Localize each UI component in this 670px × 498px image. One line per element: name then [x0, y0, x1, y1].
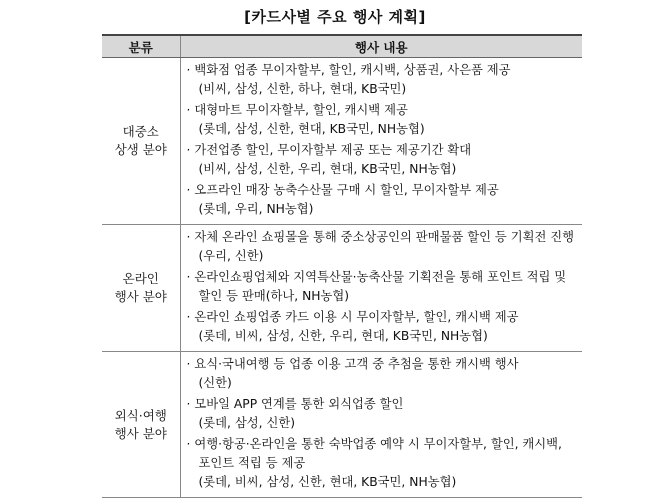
category-cell [102, 58, 180, 225]
content-cell [180, 58, 582, 225]
category-label: 행사 분야 [114, 425, 167, 441]
list-item [187, 181, 577, 219]
item-text: · 모바일 APP 연계를 통한 외식업종 할인 [187, 395, 577, 414]
item-text: · 오프라인 매장 농축수산물 구매 시 할인, 무이자할부 제공 [187, 181, 577, 200]
item-text: · 자체 온라인 쇼핑몰을 통해 중소상공인의 판매물품 할인 등 기획전 진행 [187, 228, 577, 247]
item-text: · 대형마트 무이자할부, 할인, 캐시백 제공 [187, 101, 577, 120]
table-header-row [102, 35, 582, 58]
category-label: 외식·여행 [114, 407, 167, 423]
content-cell [180, 352, 582, 498]
content-cell [180, 225, 582, 352]
list-item [187, 228, 577, 266]
list-item [187, 268, 577, 306]
header-content: 행사 내용 [180, 35, 582, 58]
category-cell [102, 225, 180, 352]
list-item [187, 101, 577, 139]
category-cell [102, 352, 180, 498]
list-item [187, 435, 577, 492]
item-text: · 백화점 업종 무이자할부, 할인, 캐시백, 상품권, 사은품 제공 [187, 61, 577, 80]
events-table [102, 34, 582, 498]
item-text: · 요식·국내여행 등 업종 이용 고객 중 추첨을 통한 캐시백 행사 [187, 355, 577, 374]
category-label: 온라인 [122, 271, 159, 286]
item-companies: (롯데, 우리, NH농협) [198, 202, 314, 216]
header-category: 분류 [102, 35, 180, 58]
list-item [187, 61, 577, 99]
item-companies: (우리, 신한) [198, 249, 264, 263]
item-companies: (롯데, 삼성, 신한, 현대, KB국민, NH농협) [198, 122, 425, 136]
item-companies: 포인트 적립 등 제공 [198, 456, 306, 470]
page-title: [카드사별 주요 행사 계획] [244, 8, 426, 26]
item-text: · 가전업종 할인, 무이자할부 제공 또는 제공기간 확대 [187, 141, 577, 160]
item-companies: (롯데, 비씨, 삼성, 신한, 우리, 현대, KB국민, NH농협) [198, 329, 488, 343]
item-companies: (롯데, 삼성, 신한) [198, 416, 296, 430]
item-text: · 온라인쇼핑업체와 지역특산물·농축산물 기획전을 통해 포인트 적립 및 [187, 268, 577, 287]
item-text: · 온라인 쇼핑업종 카드 이용 시 무이자할부, 할인, 캐시백 제공 [187, 308, 577, 327]
item-companies: (비씨, 삼성, 신한, 우리, 현대, KB국민, NH농협) [198, 162, 457, 176]
item-companies: (신한) [198, 376, 232, 390]
table-row [102, 58, 582, 225]
item-text: · 여행·항공·온라인을 통한 숙박업종 예약 시 무이자할부, 할인, 캐시백, [187, 435, 577, 454]
list-item [187, 141, 577, 179]
table-row [102, 352, 582, 498]
item-companies: (롯데, 비씨, 삼성, 신한, 현대, KB국민, NH농협) [198, 475, 457, 489]
category-label: 상생 분야 [114, 142, 167, 157]
list-item [187, 308, 577, 346]
list-item [187, 355, 577, 393]
category-label: 행사 분야 [114, 289, 167, 304]
item-companies: (비씨, 삼성, 신한, 하나, 현대, KB국민) [198, 82, 407, 96]
category-label: 대중소 [122, 124, 159, 139]
table-row [102, 225, 582, 352]
item-companies: 할인 등 판매(하나, NH농협) [198, 289, 350, 303]
list-item [187, 395, 577, 433]
